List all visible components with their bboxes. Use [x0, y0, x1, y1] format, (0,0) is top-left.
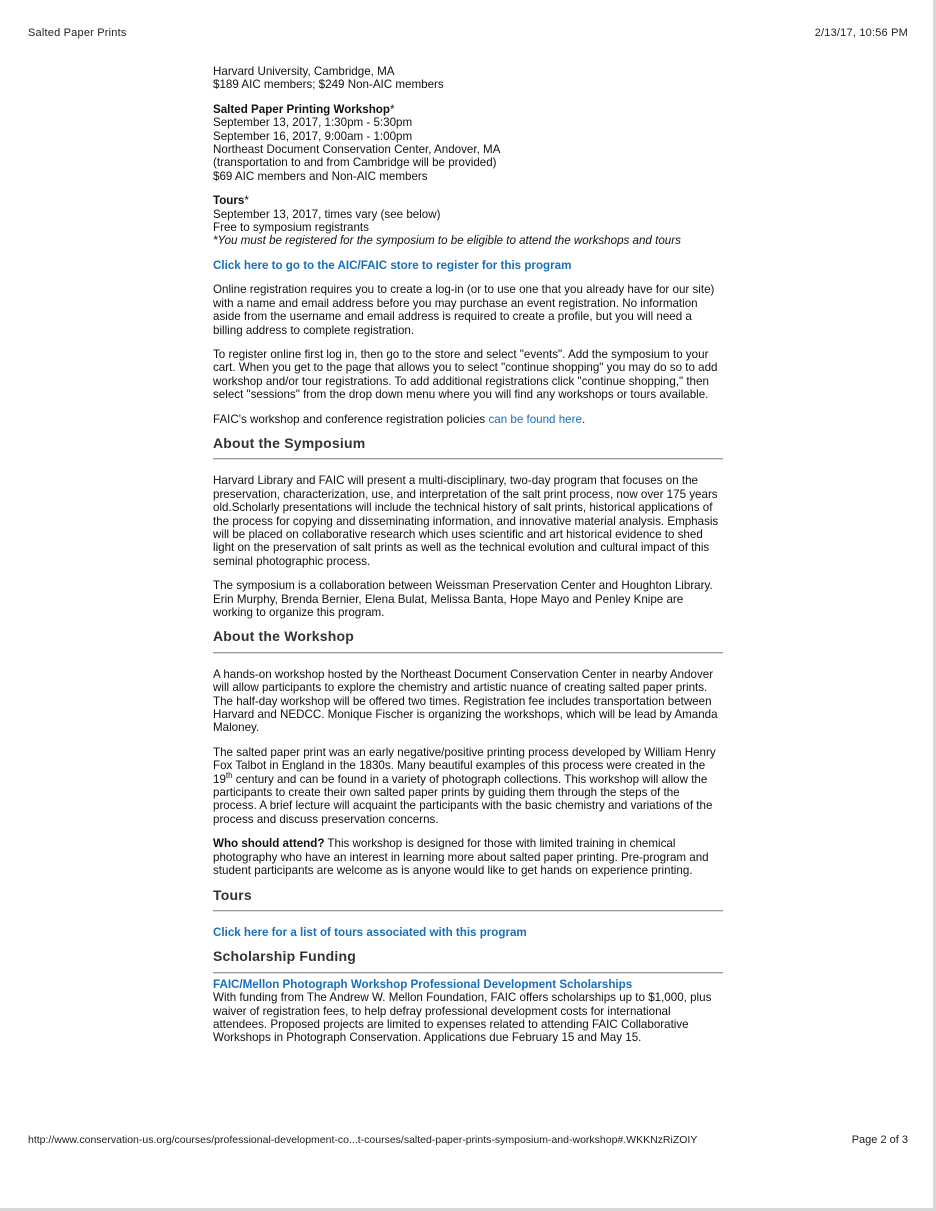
register-instructions-paragraph: To register online first log in, then go to the store and select "events". Add the symposium to your cart. When you get to the page that allows you to select "continue shopping" you may do so to add workshop and/or tour registrations. To add additional registrations click "continue shopping," then select "sessions" from the drop down menu where you will find any workshops or tours available.	[213, 347, 718, 402]
about-workshop-paragraph-1: A hands-on workshop hosted by the Northeast Document Conservation Center in nearby Andover will allow participants to explore the chemistry and artistic nuance of creating salted paper prints. The half-day workshop will be offered two times. Registration fee includes transportation between Harvard and NEDCC. Monique Fischer is organizing the workshops, which will be lead by Amanda Maloney.	[213, 667, 718, 735]
section-divider	[213, 652, 723, 654]
who-should-attend-paragraph	[213, 837, 723, 877]
about-workshop-paragraph-2	[213, 746, 723, 826]
workshop-info	[213, 103, 723, 183]
register-link[interactable]: Click here to go to the AIC/FAIC store to register for this program	[213, 258, 572, 272]
section-divider	[213, 972, 723, 974]
tours-asterisk: *	[244, 194, 249, 208]
eligibility-note: *You must be registered for the symposium to be eligible to attend the workshops and tours	[213, 234, 681, 248]
tours-heading: Tours	[213, 886, 252, 903]
scholarship-paragraph	[213, 978, 723, 1045]
section-divider	[213, 910, 723, 912]
ordinal-superscript: th	[225, 770, 233, 780]
workshop-transport: (transportation to and from Cambridge will be provided)	[213, 156, 497, 170]
print-footer-url: http://www.conservation-us.org/courses/professional-development-co...t-courses/salted-paper-prints-symposium-and-workshop#.WKKNzRiZOIY	[28, 1134, 698, 1146]
tours-date: September 13, 2017, times vary (see below)	[213, 207, 441, 221]
about-symposium-paragraph-2: The symposium is a collaboration between Weissman Preservation Center and Houghton Library. Erin Murphy, Brenda Bernier, Elena Bulat, Melissa Banta, Hope Mayo and Penley Knipe are working to organize this program.	[213, 579, 713, 619]
about-symposium-heading: About the Symposium	[213, 434, 366, 451]
policies-paragraph	[213, 413, 723, 426]
policies-text: FAIC's workshop and conference registration policies	[213, 412, 489, 426]
workshop-date-1: September 13, 2017, 1:30pm - 5:30pm	[213, 116, 413, 130]
policies-link[interactable]: can be found here	[488, 412, 582, 426]
section-divider	[213, 458, 723, 460]
tours-title: Tours	[213, 194, 245, 208]
scholarship-link[interactable]: FAIC/Mellon Photograph Workshop Professional Development Scholarships	[213, 977, 633, 991]
symposium-price: $189 AIC members; $249 Non-AIC members	[213, 78, 444, 92]
policies-end: .	[581, 412, 586, 426]
tours-price: Free to symposium registrants	[213, 221, 369, 235]
about-symposium-paragraph-1: Harvard Library and FAIC will present a multi-disciplinary, two-day program that focuses on the preservation, characterization, use, and interpretation of the salt print process, now over 175 years old.Scholarly presentations will include the technical history of salt prints, historical applications of the process for copying and disseminating information, and innovative material analysis. Emphasis will be placed on collaborative research which uses scientific and art historical evidence to shed light on the preservation of salt prints as well as the technical evolution and cultural impact of this seminal photographic process.	[213, 474, 719, 568]
print-footer-page: Page 2 of 3	[851, 1134, 908, 1146]
print-header-datetime: 2/13/17, 10:56 PM	[814, 27, 908, 39]
online-registration-paragraph: Online registration requires you to create a log-in (or to use one that you already have for our site) with a name and email address before you may purchase an event registration. No information aside from the username and email address is required to create a profile, but you will need a billing address to complete registration.	[213, 283, 715, 337]
workshop-title: Salted Paper Printing Workshop	[213, 102, 390, 116]
workshop-date-2: September 16, 2017, 9:00am - 1:00pm	[213, 129, 413, 143]
symposium-info	[213, 65, 723, 92]
symposium-location: Harvard University, Cambridge, MA	[213, 65, 395, 78]
tours-list-link[interactable]: Click here for a list of tours associated with this program	[213, 925, 527, 939]
article-content	[213, 65, 723, 1056]
workshop-p2-part-b: century and can be found in a variety of photograph collections. This workshop will allow the participants to create their own salted paper prints by guiding them through the steps of the process. A brief lecture will acquaint the participants with the basic chemistry and variations of the process and discuss preservation concerns.	[213, 772, 713, 826]
who-should-attend-label: Who should attend?	[213, 837, 325, 851]
scholarship-text: With funding from The Andrew W. Mellon Foundation, FAIC offers scholarships up to $1,000, plus waiver of registration fees, to help defray professional development costs for international attendees. Proposed projects are limited to expenses related to attending FAIC Collaborative Workshops in Photograph Conservation. Applications due February 15 and May 15.	[213, 991, 712, 1045]
print-header-title: Salted Paper Prints	[28, 27, 127, 39]
workshop-p2-part-a: The salted paper print was an early negative/positive printing process developed by William Henry Fox Talbot in England in the 1830s. Many beautiful examples of this process were created in the 19	[213, 745, 716, 786]
tours-info	[213, 194, 723, 248]
workshop-price: $69 AIC members and Non-AIC members	[213, 169, 428, 183]
scholarship-heading: Scholarship Funding	[213, 948, 357, 965]
workshop-location: Northeast Document Conservation Center, Andover, MA	[213, 143, 501, 157]
workshop-asterisk: *	[389, 102, 395, 116]
who-should-attend-text: This workshop is designed for those with limited training in chemical photography who have an interest in learning more about salted paper printing. Pre-program and student participants are welcome as is anyone would like to get hands on experience printing.	[213, 837, 709, 878]
about-workshop-heading: About the Workshop	[213, 628, 354, 645]
